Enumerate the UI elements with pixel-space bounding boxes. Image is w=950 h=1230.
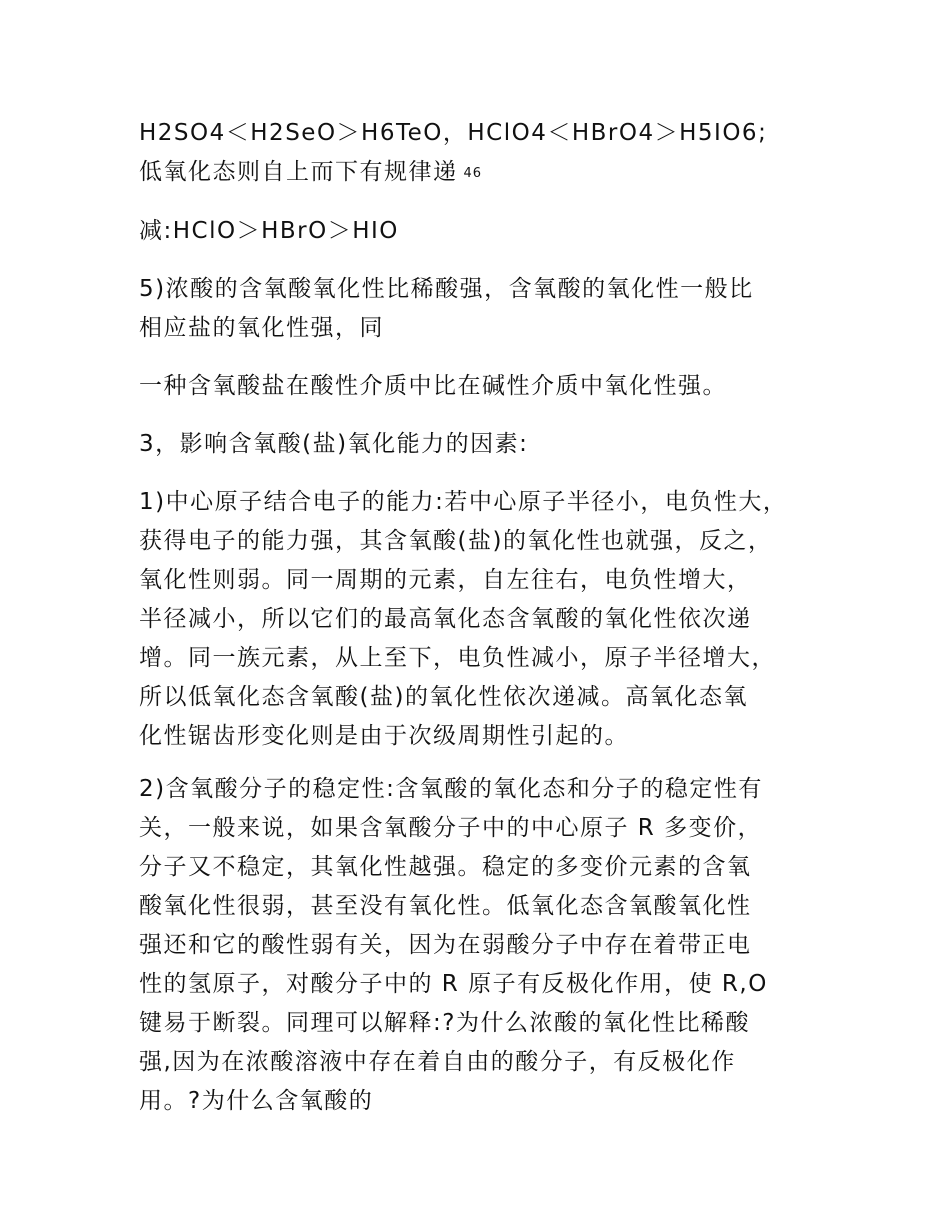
text-line: 强还和它的酸性弱有关，因为在弱酸分子中存在着带正电 — [139, 932, 752, 958]
text-line: 一种含氧酸盐在酸性介质中比在碱性介质中氧化性强。 — [139, 373, 727, 399]
text-line: 获得电子的能力强，其含氧酸(盐)的氧化性也就强，反之， — [139, 528, 773, 554]
text-line: 5)浓酸的含氧酸氧化性比稀酸强，含氧酸的氧化性一般比 — [139, 276, 754, 302]
text-line: 3，影响含氧酸(盐)氧化能力的因素: — [139, 431, 529, 457]
paragraph-salt-medium — [139, 367, 829, 406]
text-line: 半径减小，所以它们的最高氧化态含氧酸的氧化性依次递 — [139, 606, 752, 632]
text-line: 所以低氧化态含氧酸(盐)的氧化性依次递减。高氧化态氧 — [139, 684, 748, 710]
text-line: 酸氧化性很弱，甚至没有氧化性。低氧化态含氧酸氧化性 — [139, 893, 752, 919]
paragraph-factor-1 — [139, 483, 829, 756]
paragraph-acid-order — [139, 114, 829, 192]
paragraph-low-oxidation-order — [139, 212, 829, 251]
text-line: H2SO4＜H2SeO＞H6TeO，HClO4＜HBrO4＞H5IO6; — [139, 120, 768, 146]
text-line: 相应盐的氧化性强，同 — [139, 315, 384, 341]
text-line: 性的氢原子，对酸分子中的 R 原子有反极化作用，使 R,O — [139, 971, 768, 997]
text-line: 1)中心原子结合电子的能力:若中心原子半径小，电负性大， — [139, 489, 788, 515]
text-line: 关，一般来说，如果含氧酸分子中的中心原子 R 多变价， — [139, 815, 763, 841]
text-line: 增。同一族元素，从上至下，电负性减小，原子半径增大， — [139, 645, 776, 671]
paragraph-point-5 — [139, 270, 829, 348]
text-line: 2)含氧酸分子的稳定性:含氧酸的氧化态和分子的稳定性有 — [139, 776, 763, 802]
text-line: 化性锯齿形变化则是由于次级周期性引起的。 — [139, 723, 629, 749]
page-number: 46 — [463, 166, 483, 181]
text-line: 氧化性则弱。同一周期的元素，自左往右，电负性增大， — [139, 567, 752, 593]
text-line: 用。?为什么含氧酸的 — [139, 1088, 374, 1114]
paragraph-factor-2 — [139, 770, 829, 1121]
text-line: 强,因为在浓酸溶液中存在着自由的酸分子，有反极化作 — [139, 1049, 736, 1075]
section-heading-factors — [139, 425, 829, 464]
text-line: 减:HClO＞HBrO＞HIO — [139, 218, 399, 244]
text-line — [139, 153, 829, 192]
text-line: 分子又不稳定，其氧化性越强。稳定的多变价元素的含氧 — [139, 854, 752, 880]
text-line: 键易于断裂。同理可以解释:?为什么浓酸的氧化性比稀酸 — [139, 1010, 750, 1036]
text-line-content: 低氧化态则自上而下有规律递 — [139, 159, 458, 185]
